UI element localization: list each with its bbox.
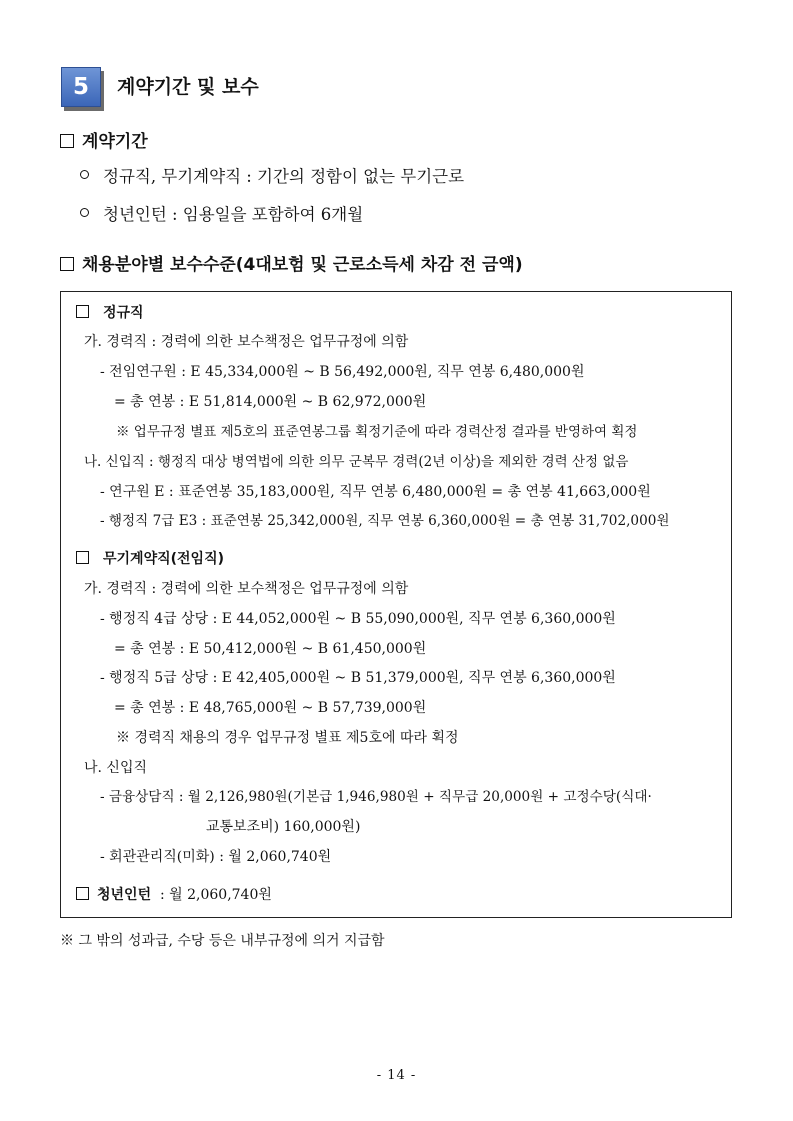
checkbox-square-icon bbox=[76, 887, 89, 900]
checkbox-square-icon bbox=[76, 305, 89, 318]
text-line: = 총 연봉 : E 51,814,000원 ~ B 62,972,000원 bbox=[114, 394, 427, 410]
text-line: = 총 연봉 : E 48,765,000원 ~ B 57,739,000원 bbox=[114, 700, 427, 716]
contract-period-heading: 계약기간 bbox=[60, 127, 148, 152]
footnote: ※ 그 밖의 성과급, 수당 등은 내부규정에 의거 지급함 bbox=[60, 933, 385, 949]
text-line: - 행정직 4급 상당 : E 44,052,000원 ~ B 55,090,000원, 직무 연봉 6,360,000원 bbox=[100, 611, 616, 627]
text-line: 나. 신입직 bbox=[84, 760, 147, 776]
text-line: = 총 연봉 : E 50,412,000원 ~ B 61,450,000원 bbox=[114, 641, 427, 657]
checkbox-square-icon bbox=[60, 257, 74, 271]
text-line: 가. 경력직 : 경력에 의한 보수책정은 업무규정에 의함 bbox=[84, 334, 409, 350]
list-item: 정규직, 무기계약직 : 기간의 정함이 없는 무기근로 bbox=[80, 163, 464, 187]
circle-bullet-icon bbox=[80, 170, 89, 179]
text-line: ※ 경력직 채용의 경우 업무규정 별표 제5호에 따라 획정 bbox=[116, 730, 459, 746]
checkbox-square-icon bbox=[60, 134, 74, 148]
indefinite-heading: 무기계약직(전임직) bbox=[76, 550, 224, 568]
salary-heading: 채용분야별 보수수준(4대보험 및 근로소득세 차감 전 금액) bbox=[60, 250, 523, 275]
checkbox-square-icon bbox=[76, 551, 89, 564]
section-number-badge: 5 bbox=[61, 67, 101, 107]
text-line: 나. 신입직 : 행정직 대상 병역법에 의한 의무 군복무 경력(2년 이상)을 제외한 경력 산정 없음 bbox=[84, 454, 629, 470]
salary-box bbox=[60, 291, 732, 918]
text-line: - 금융상담직 : 월 2,126,980원(기본급 1,946,980원 + 직무급 20,000원 + 고정수당(식대· bbox=[100, 789, 652, 805]
text-line: - 행정직 5급 상당 : E 42,405,000원 ~ B 51,379,000원, 직무 연봉 6,360,000원 bbox=[100, 670, 616, 686]
page-number: - 14 - bbox=[376, 1068, 417, 1083]
text-line: 교통보조비) 160,000원) bbox=[206, 819, 361, 835]
list-item: 청년인턴 : 임용일을 포함하여 6개월 bbox=[80, 201, 363, 225]
circle-bullet-icon bbox=[80, 208, 89, 217]
text-line: - 전임연구원 : E 45,334,000원 ~ B 56,492,000원, 직무 연봉 6,480,000원 bbox=[100, 364, 585, 380]
intern-heading: 청년인턴 : 월 2,060,740원 bbox=[76, 886, 272, 904]
text-line: - 행정직 7급 E3 : 표준연봉 25,342,000원, 직무 연봉 6,360,000원 = 총 연봉 31,702,000원 bbox=[100, 513, 670, 529]
text-line: - 회관관리직(미화) : 월 2,060,740원 bbox=[100, 849, 332, 865]
text-line: 가. 경력직 : 경력에 의한 보수책정은 업무규정에 의함 bbox=[84, 581, 409, 597]
text-line: ※ 업무규정 별표 제5호의 표준연봉그룹 획정기준에 따라 경력산정 결과를 반영하여 획정 bbox=[116, 424, 638, 440]
section-title: 계약기간 및 보수 bbox=[117, 76, 259, 98]
text-line: - 연구원 E : 표준연봉 35,183,000원, 직무 연봉 6,480,000원 = 총 연봉 41,663,000원 bbox=[100, 484, 651, 500]
regular-heading: 정규직 bbox=[76, 304, 144, 322]
